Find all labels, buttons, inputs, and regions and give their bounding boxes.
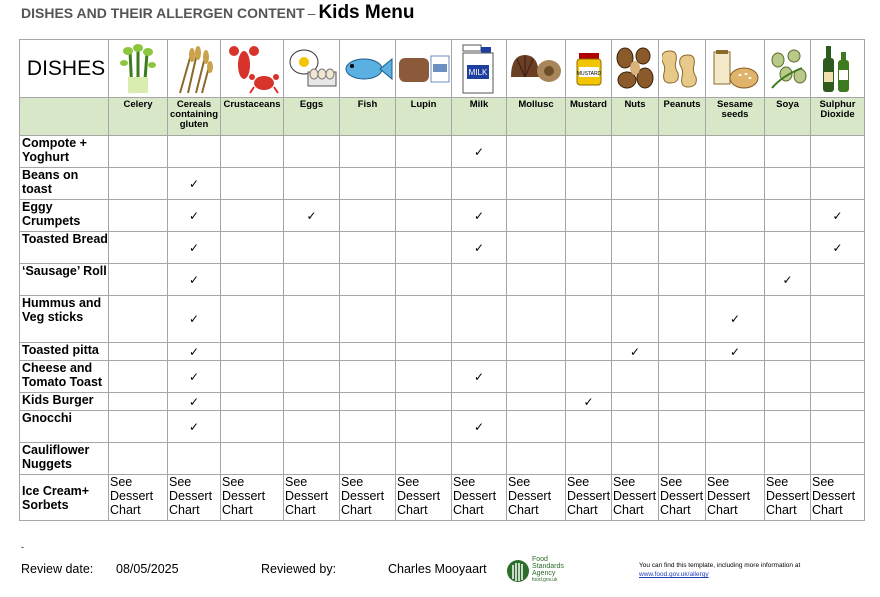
dish-name: Hummus and Veg sticks [20,296,109,343]
allergen-empty-cell [109,232,168,264]
allergen-check: ✓ [612,343,659,361]
allergen-empty-cell [811,343,865,361]
allergen-empty-cell [340,168,396,200]
allergen-empty-cell [659,136,706,168]
see-dessert-chart-text: Chart [613,503,644,517]
see-dessert-chart-text: See [766,475,789,489]
allergen-empty-cell [765,200,811,232]
see-dessert-chart-text: Chart [341,503,372,517]
table-row [20,411,865,443]
table-row [20,264,865,296]
allergen-empty-cell [612,168,659,200]
allergen-label: Eggs [284,98,340,136]
allergen-empty-cell [765,232,811,264]
see-dessert-chart-text: See [812,475,835,489]
allergen-empty-cell [507,232,566,264]
dish-name: ‘Sausage’ Roll [20,264,109,296]
table-row [20,168,865,200]
logo-line-2: Standards [532,563,564,570]
allergen-check: ✓ [168,361,221,393]
see-dessert-chart-cell [452,475,507,521]
see-dessert-chart-text: Dessert [110,489,154,503]
allergen-empty-cell [659,443,706,475]
table-row [20,393,865,411]
see-dessert-chart-text: Chart [660,503,691,517]
fish-icon [340,40,396,98]
allergen-check: ✓ [765,264,811,296]
allergen-check: ✓ [566,393,612,411]
eggs-icon [284,40,340,98]
see-dessert-chart-cell [706,475,765,521]
allergen-label: Cereals containing gluten [168,98,221,136]
allergen-empty-cell [396,343,452,361]
allergen-check: ✓ [452,411,507,443]
allergen-empty-cell [340,296,396,343]
page-title [21,2,415,24]
see-dessert-chart-text: See [508,475,531,489]
allergen-empty-cell [659,232,706,264]
allergen-empty-cell [659,200,706,232]
see-dessert-chart-text: See [397,475,420,489]
nuts-icon [612,40,659,98]
allergen-empty-cell [566,232,612,264]
see-dessert-chart-text: See [567,475,590,489]
see-dessert-chart-text: See [110,475,133,489]
allergen-empty-cell [452,168,507,200]
allergen-empty-cell [659,343,706,361]
milk-carton-icon [452,40,507,98]
allergen-empty-cell [706,200,765,232]
see-dessert-chart-cell [340,475,396,521]
allergen-empty-cell [396,264,452,296]
see-dessert-chart-cell [765,475,811,521]
see-dessert-chart-cell [612,475,659,521]
allergen-empty-cell [765,136,811,168]
wine-bottle-icon [811,40,865,98]
allergen-empty-cell [765,393,811,411]
allergen-empty-cell [396,232,452,264]
allergen-empty-cell [706,411,765,443]
peanuts-icon [659,40,706,98]
dish-name: Toasted pitta [20,343,109,361]
allergen-empty-cell [507,443,566,475]
see-dessert-chart-cell [507,475,566,521]
table-row [20,343,865,361]
see-dessert-chart-text: Dessert [613,489,657,503]
logo-line-1: Food [532,556,548,563]
allergen-empty-cell [221,443,284,475]
soya-icon [765,40,811,98]
allergen-empty-cell [284,343,340,361]
allergen-empty-cell [452,296,507,343]
allergen-empty-cell [452,443,507,475]
allergen-empty-cell [566,361,612,393]
dishes-heading: DISHES [20,40,109,98]
allergen-label: Celery [109,98,168,136]
allergen-empty-cell [507,296,566,343]
allergen-empty-cell [284,232,340,264]
dish-name: Toasted Bread [20,232,109,264]
allergen-empty-cell [706,443,765,475]
allergen-empty-cell [566,168,612,200]
allergen-empty-cell [706,361,765,393]
dish-name: Eggy Crumpets [20,200,109,232]
see-dessert-chart-text: Dessert [766,489,810,503]
allergen-empty-cell [340,136,396,168]
see-dessert-chart-text: See [613,475,636,489]
allergen-check: ✓ [706,343,765,361]
allergen-empty-cell [765,168,811,200]
see-dessert-chart-text: Chart [110,503,141,517]
allergen-empty-cell [612,411,659,443]
svg-text:MILK: MILK [468,67,488,77]
wheat-icon [168,40,221,98]
see-dessert-chart-text: Chart [812,503,843,517]
allergen-empty-cell [109,411,168,443]
allergen-check: ✓ [168,411,221,443]
see-dessert-chart-text: Dessert [660,489,704,503]
table-row [20,296,865,343]
allergen-empty-cell [396,411,452,443]
allergen-empty-cell [566,411,612,443]
allergen-empty-cell [566,296,612,343]
dish-name: Cheese and Tomato Toast [20,361,109,393]
allergen-empty-cell [566,443,612,475]
dish-name: Gnocchi [20,411,109,443]
allergen-empty-cell [109,168,168,200]
see-dessert-chart-text: See [453,475,476,489]
allergen-empty-cell [221,361,284,393]
allergen-label: Soya [765,98,811,136]
table-row [20,200,865,232]
allergen-empty-cell [396,443,452,475]
footer-dash: - [21,542,24,552]
mustard-jar-icon [566,40,612,98]
allergen-empty-cell [765,296,811,343]
allergen-empty-cell [284,361,340,393]
template-info [639,561,839,579]
dish-name: Cauliflower Nuggets [20,443,109,475]
allergen-empty-cell [340,200,396,232]
see-dessert-chart-text: See [285,475,308,489]
allergen-empty-cell [507,136,566,168]
reviewed-by-label: Reviewed by: [261,562,337,576]
allergen-empty-cell [109,264,168,296]
allergen-empty-cell [340,411,396,443]
allergen-empty-cell [340,232,396,264]
allergen-empty-cell [396,393,452,411]
table-row [20,443,865,475]
allergen-empty-cell [706,168,765,200]
allergen-empty-cell [612,232,659,264]
allergen-empty-cell [221,232,284,264]
svg-text:MUSTARD: MUSTARD [576,70,601,77]
allergen-empty-cell [221,136,284,168]
allergen-empty-cell [612,393,659,411]
allergen-empty-cell [612,443,659,475]
title-separator: – [307,5,316,21]
allergen-check: ✓ [452,200,507,232]
dish-name: Kids Burger [20,393,109,411]
see-dessert-chart-text: See [660,475,683,489]
table-row [20,361,865,393]
allergen-empty-cell [221,296,284,343]
allergen-empty-cell [765,361,811,393]
allergen-empty-cell [566,136,612,168]
allergen-label: Milk [452,98,507,136]
allergen-empty-cell [109,443,168,475]
see-dessert-chart-text: Chart [766,503,797,517]
allergen-empty-cell [284,411,340,443]
lupin-flour-icon [396,40,452,98]
dish-name: Compote + Yoghurt [20,136,109,168]
allergen-empty-cell [612,361,659,393]
allergen-check: ✓ [284,200,340,232]
allergen-empty-cell [221,343,284,361]
see-dessert-chart-text: Dessert [341,489,385,503]
allergen-empty-cell [566,264,612,296]
allergen-empty-cell [811,264,865,296]
allergen-empty-cell [109,136,168,168]
allergen-check: ✓ [706,296,765,343]
allergen-empty-cell [396,200,452,232]
allergen-empty-cell [659,393,706,411]
see-dessert-chart-text: Dessert [397,489,441,503]
see-dessert-chart-text: Chart [707,503,738,517]
allergen-empty-cell [109,393,168,411]
see-dessert-chart-text: Chart [285,503,316,517]
dish-name: Beans on toast [20,168,109,200]
allergen-empty-cell [659,296,706,343]
allergen-empty-cell [566,200,612,232]
see-dessert-chart-cell [396,475,452,521]
allergen-empty-cell [284,393,340,411]
allergen-empty-cell [566,343,612,361]
allergen-check: ✓ [168,296,221,343]
allergen-empty-cell [452,343,507,361]
allergen-check: ✓ [811,200,865,232]
see-dessert-chart-cell [221,475,284,521]
review-date: 08/05/2025 [116,562,179,576]
title-menu: Kids Menu [318,2,415,23]
see-dessert-chart-text: Chart [508,503,539,517]
template-info-link[interactable]: www.food.gov.uk/allergy [639,571,709,578]
allergen-empty-cell [765,343,811,361]
allergen-check: ✓ [168,264,221,296]
allergen-empty-cell [396,296,452,343]
see-dessert-chart-text: Dessert [567,489,611,503]
see-dessert-chart-text: Dessert [812,489,856,503]
review-date-label: Review date: [21,562,94,576]
table-row [20,136,865,168]
allergen-check: ✓ [168,393,221,411]
allergen-empty-cell [659,411,706,443]
allergen-empty-cell [284,296,340,343]
allergen-empty-cell [765,443,811,475]
allergen-label: Mustard [566,98,612,136]
allergen-empty-cell [221,393,284,411]
allergen-empty-cell [452,393,507,411]
allergen-empty-cell [109,361,168,393]
see-dessert-chart-text: Chart [397,503,428,517]
allergen-empty-cell [659,168,706,200]
logo-line-3: Agency [532,570,556,577]
allergen-empty-cell [221,200,284,232]
see-dessert-chart-text: Chart [453,503,484,517]
see-dessert-chart-text: Dessert [222,489,266,503]
see-dessert-chart-cell [811,475,865,521]
shell-icon [507,40,566,98]
allergen-empty-cell [612,296,659,343]
allergen-empty-cell [612,200,659,232]
allergen-empty-cell [396,168,452,200]
allergen-empty-cell [507,200,566,232]
see-dessert-chart-text: Dessert [508,489,552,503]
allergen-empty-cell [612,136,659,168]
allergen-check: ✓ [811,232,865,264]
allergen-empty-cell [811,168,865,200]
allergen-empty-cell [340,361,396,393]
allergen-empty-cell [340,443,396,475]
allergen-empty-cell [507,264,566,296]
see-dessert-chart-text: Chart [567,503,598,517]
allergen-check: ✓ [168,168,221,200]
reviewer-name: Charles Mooyaart [388,562,487,576]
allergen-label: Nuts [612,98,659,136]
allergen-empty-cell [109,343,168,361]
allergen-check: ✓ [452,232,507,264]
allergen-empty-cell [811,136,865,168]
see-dessert-chart-cell [168,475,221,521]
allergen-empty-cell [811,296,865,343]
see-dessert-chart-text: Dessert [707,489,751,503]
allergen-label: Sesame seeds [706,98,765,136]
icon-row [20,40,865,98]
allergen-empty-cell [706,393,765,411]
lobster-crab-icon [221,40,284,98]
allergen-empty-cell [706,136,765,168]
allergen-check: ✓ [168,343,221,361]
allergen-label: Lupin [396,98,452,136]
allergen-empty-cell [284,443,340,475]
template-info-text: You can find this template, including more information at [639,562,801,569]
allergen-empty-cell [811,411,865,443]
allergen-label: Fish [340,98,396,136]
allergen-label: Crustaceans [221,98,284,136]
allergen-empty-cell [340,393,396,411]
see-dessert-chart-cell [566,475,612,521]
allergen-empty-cell [168,443,221,475]
allergen-check: ✓ [452,136,507,168]
allergen-empty-cell [507,393,566,411]
allergen-label-row [20,98,865,136]
allergen-empty-cell [284,136,340,168]
allergen-empty-cell [811,443,865,475]
dish-name: Ice Cream+ Sorbets [20,475,109,521]
allergen-empty-cell [659,361,706,393]
allergen-empty-cell [221,411,284,443]
allergen-empty-cell [396,136,452,168]
allergen-empty-cell [452,264,507,296]
allergen-empty-cell [507,168,566,200]
table-row [20,475,865,521]
see-dessert-chart-cell [109,475,168,521]
fsa-logo-text [532,556,564,584]
allergen-table [19,39,865,521]
allergen-empty-cell [396,361,452,393]
allergen-label: Mollusc [507,98,566,136]
allergen-check: ✓ [168,200,221,232]
allergen-empty-cell [340,264,396,296]
allergen-label: Peanuts [659,98,706,136]
label-blank [20,98,109,136]
allergen-empty-cell [811,361,865,393]
see-dessert-chart-text: See [222,475,245,489]
see-dessert-chart-cell [659,475,706,521]
see-dessert-chart-text: See [341,475,364,489]
allergen-empty-cell [284,264,340,296]
allergen-empty-cell [765,411,811,443]
see-dessert-chart-text: Chart [222,503,253,517]
table-row [20,232,865,264]
allergen-empty-cell [507,343,566,361]
allergen-empty-cell [221,168,284,200]
sesame-icon [706,40,765,98]
allergen-empty-cell [507,411,566,443]
see-dessert-chart-text: See [169,475,192,489]
allergen-empty-cell [168,136,221,168]
title-main: DISHES AND THEIR ALLERGEN CONTENT [21,5,305,21]
allergen-empty-cell [221,264,284,296]
allergen-check: ✓ [452,361,507,393]
see-dessert-chart-text: See [707,475,730,489]
allergen-empty-cell [612,264,659,296]
see-dessert-chart-text: Dessert [285,489,329,503]
allergen-check: ✓ [168,232,221,264]
allergen-empty-cell [507,361,566,393]
allergen-empty-cell [340,343,396,361]
allergen-label: Sulphur Dioxide [811,98,865,136]
allergen-empty-cell [706,232,765,264]
allergen-empty-cell [109,200,168,232]
allergen-empty-cell [284,168,340,200]
see-dessert-chart-text: Dessert [169,489,213,503]
allergen-empty-cell [659,264,706,296]
allergen-empty-cell [811,393,865,411]
see-dessert-chart-cell [284,475,340,521]
logo-url: food.gov.uk [532,577,558,583]
allergen-empty-cell [109,296,168,343]
celery-icon [109,40,168,98]
see-dessert-chart-text: Dessert [453,489,497,503]
allergen-empty-cell [706,264,765,296]
see-dessert-chart-text: Chart [169,503,200,517]
